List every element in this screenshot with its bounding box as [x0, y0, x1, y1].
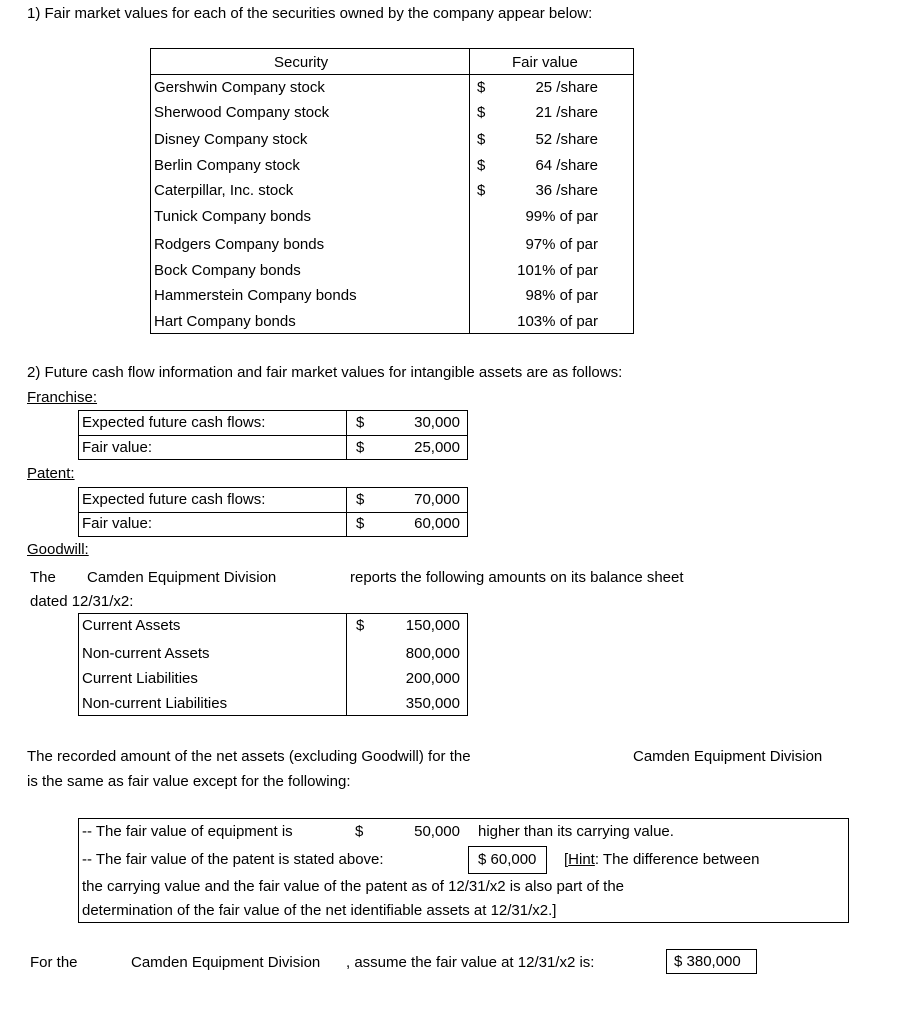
security-name: Berlin Company stock [154, 157, 300, 174]
final-value: $ 380,000 [674, 953, 741, 970]
security-name: Hammerstein Company bonds [154, 287, 357, 304]
security-dollar: $ [477, 104, 486, 121]
patent-fair-value-dollar: $ [356, 515, 365, 532]
col-security-header: Security [274, 54, 329, 71]
franchise-cash-flows-label: Expected future cash flows: [82, 414, 266, 431]
col-fair-value-header: Fair value [512, 54, 578, 71]
franchise-cash-flows-value: 30,000 [414, 414, 460, 431]
security-fair-value: 103% of par [517, 313, 598, 330]
section2-heading: 2) Future cash flow information and fair market values for intangible assets are as follows: [27, 364, 623, 381]
goodwill-reports-text: reports the following amounts on its balance sheet [350, 569, 684, 586]
goodwill-division-name: Camden Equipment Division [87, 569, 277, 586]
final-for-the: For the [30, 954, 78, 971]
security-dollar: $ [477, 157, 486, 174]
recorded-line1: The recorded amount of the net assets (excluding Goodwill) for the [27, 748, 471, 765]
security-fair-value: 101% of par [517, 262, 598, 279]
equipment-line-dollar: $ [355, 823, 364, 840]
balance-label: Current Assets [82, 617, 181, 634]
security-fair-value: 64 /share [535, 157, 598, 174]
equipment-line-text: -- The fair value of equipment is [82, 823, 293, 840]
security-fair-value: 52 /share [535, 131, 598, 148]
balance-label: Non-current Liabilities [82, 695, 228, 712]
security-name: Disney Company stock [154, 131, 308, 148]
balance-value: 200,000 [405, 670, 460, 687]
patent-cash-flows-dollar: $ [356, 491, 365, 508]
security-name: Tunick Company bonds [154, 208, 312, 225]
patent-cash-flows-value: 70,000 [414, 491, 460, 508]
security-name: Gershwin Company stock [154, 79, 325, 96]
security-dollar: $ [477, 131, 486, 148]
recorded-line2: is the same as fair value except for the following: [27, 773, 351, 790]
security-fair-value: 99% of par [525, 208, 598, 225]
equipment-line-value: 50,000 [414, 823, 460, 840]
security-fair-value: 25 /share [535, 79, 598, 96]
security-dollar: $ [477, 79, 486, 96]
patent-label: Patent: [27, 465, 75, 482]
security-dollar: $ [477, 182, 486, 199]
patent-cash-flows-label: Expected future cash flows: [82, 491, 266, 508]
balance-value: 350,000 [405, 695, 460, 712]
patent-value: $ 60,000 [478, 851, 537, 868]
security-name: Bock Company bonds [154, 262, 301, 279]
final-text: , assume the fair value at 12/31/x2 is: [346, 954, 595, 971]
security-name: Sherwood Company stock [154, 104, 330, 121]
franchise-label: Franchise: [27, 389, 98, 406]
balance-value: 150,000 [405, 617, 460, 634]
security-name: Caterpillar, Inc. stock [154, 182, 294, 199]
hint-text: [Hint: The difference between [564, 851, 760, 868]
security-fair-value: 36 /share [535, 182, 598, 199]
franchise-fair-value-label: Fair value: [82, 439, 153, 456]
goodwill-dated: dated 12/31/x2: [30, 593, 134, 610]
balance-label: Non-current Assets [82, 645, 210, 662]
balance-label: Current Liabilities [82, 670, 198, 687]
recorded-division-name: Camden Equipment Division [633, 748, 823, 765]
security-name: Rodgers Company bonds [154, 236, 325, 253]
hint-line4: determination of the fair value of the net identifiable assets at 12/31/x2.] [82, 902, 557, 919]
goodwill-the: The [30, 569, 56, 586]
balance-dollar: $ [356, 617, 365, 634]
equipment-line-suffix: higher than its carrying value. [478, 823, 674, 840]
security-name: Hart Company bonds [154, 313, 296, 330]
goodwill-label: Goodwill: [27, 541, 89, 558]
patent-fair-value-label: Fair value: [82, 515, 153, 532]
hint-line3: the carrying value and the fair value of the patent as of 12/31/x2 is also part of the [82, 878, 625, 895]
balance-value: 800,000 [405, 645, 460, 662]
franchise-fair-value-dollar: $ [356, 439, 365, 456]
security-fair-value: 21 /share [535, 104, 598, 121]
patent-line-text: -- The fair value of the patent is stated above: [82, 851, 384, 868]
franchise-fair-value-value: 25,000 [414, 439, 460, 456]
security-fair-value: 98% of par [525, 287, 598, 304]
security-fair-value: 97% of par [525, 236, 598, 253]
section1-heading: 1) Fair market values for each of the securities owned by the company appear below: [27, 5, 593, 22]
franchise-cash-flows-dollar: $ [356, 414, 365, 431]
patent-fair-value-value: 60,000 [414, 515, 460, 532]
final-division-name: Camden Equipment Division [131, 954, 321, 971]
